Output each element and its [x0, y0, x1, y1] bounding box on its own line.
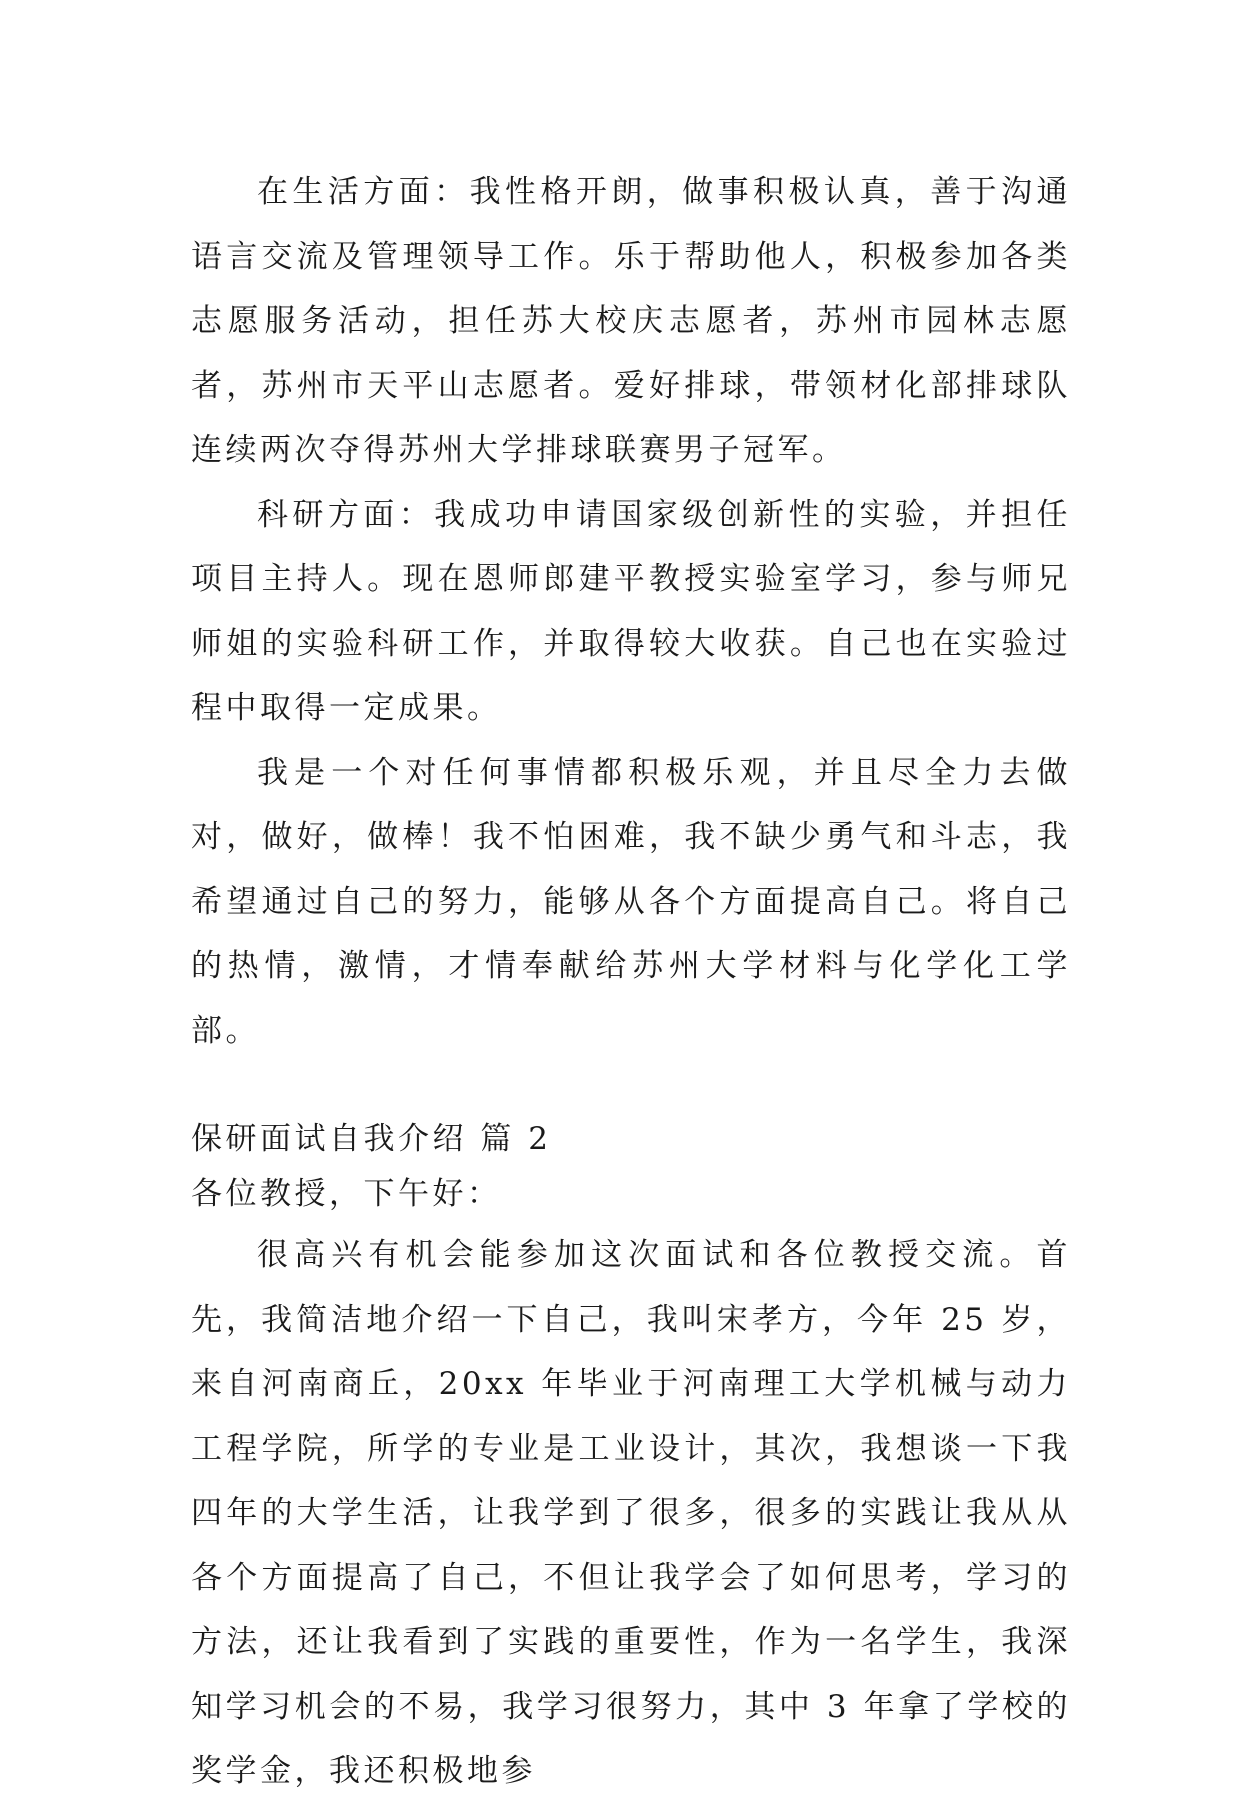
document-body	[191, 160, 1071, 1804]
section-gap	[191, 1063, 1071, 1113]
paragraph-life: 在生活方面：我性格开朗，做事积极认真，善于沟通语言交流及管理领导工作。乐于帮助他人，积极参加各类志愿服务活动，担任苏大校庆志愿者，苏州市园林志愿者，苏州市天平山志愿者。爱好排球，带领材化部排球队连续两次夺得苏州大学排球联赛男子冠军。	[191, 174, 1071, 468]
greeting-line: 各位教授，下午好：	[191, 1176, 502, 1212]
paragraph-attitude: 我是一个对任何事情都积极乐观，并且尽全力去做对，做好，做棒！我不怕困难，我不缺少勇气和斗志，我希望通过自己的努力，能够从各个方面提高自己。将自己的热情，激情，才情奉献给苏州大学材料与化学化工学部。	[191, 754, 1071, 1049]
paragraph-research: 科研方面：我成功申请国家级创新性的实验，并担任项目主持人。现在恩师郎建平教授实验室学习，参与师兄师姐的实验科研工作，并取得较大收获。自己也在实验过程中取得一定成果。	[191, 496, 1071, 726]
section-heading: 保研面试自我介绍 篇 2	[191, 1121, 552, 1157]
paragraph-introduction: 很高兴有机会能参加这次面试和各位教授交流。首先，我简洁地介绍一下自己，我叫宋孝方，今年 25 岁，来自河南商丘，20xx 年毕业于河南理工大学机械与动力工程学院，所学的专业是工业设计，其次，我想谈一下我四年的大学生活，让我学到了很多，很多的实践让我从从各个方面提高了自己，不但让我学会了如何思考，学习的方法，还让我看到了实践的重要性，作为一名学生，我深知学习机会的不易，我学习很努力，其中 3 年拿了学校的奖学金，我还积极地参	[191, 1237, 1071, 1789]
